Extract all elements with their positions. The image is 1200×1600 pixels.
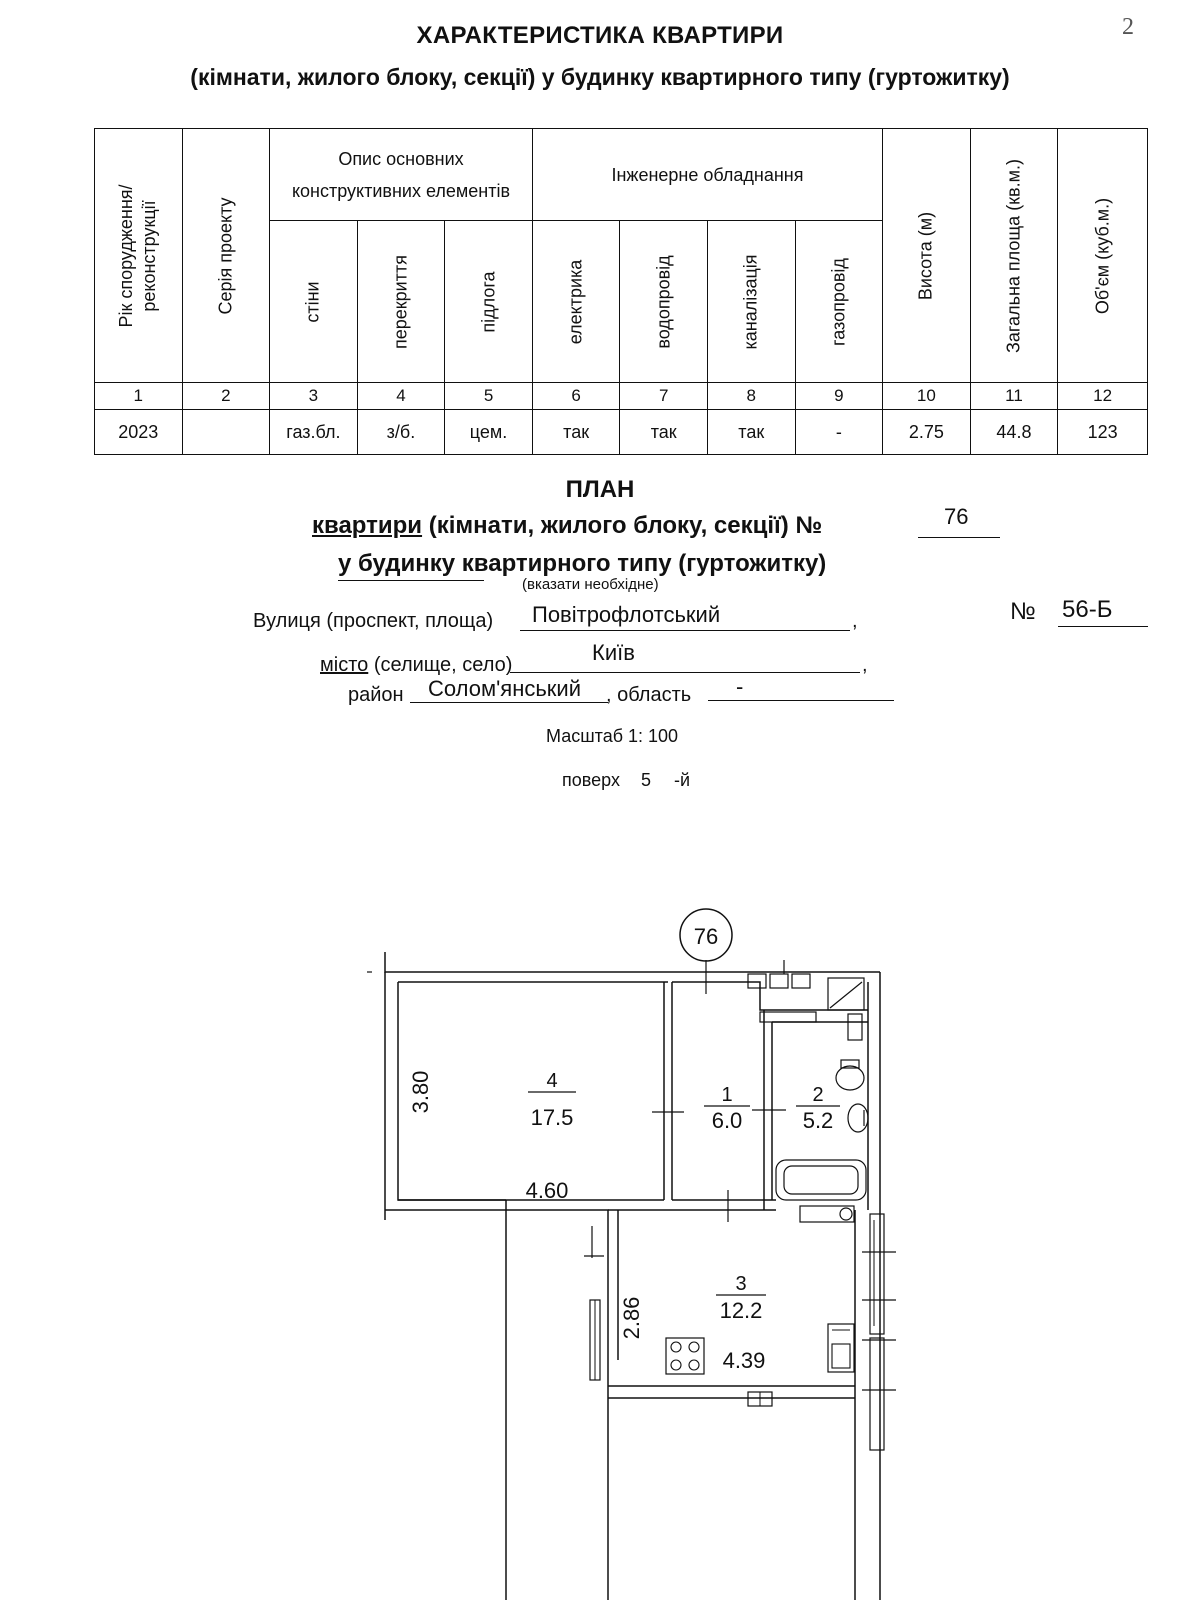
col-header-floor: підлога	[445, 221, 533, 383]
col-header-volume: Об'єм (куб.м.)	[1058, 129, 1148, 383]
city-value: Київ	[592, 640, 635, 665]
column-number: 12	[1058, 383, 1148, 410]
value-electricity: так	[532, 410, 620, 455]
group-header-construction: Опис основних конструктивних елементів	[270, 129, 533, 221]
region-value: -	[736, 674, 744, 699]
plan-line-2-note: (вказати необхідне)	[522, 576, 659, 593]
column-number: 11	[970, 383, 1058, 410]
room-1-area: 6.0	[711, 1108, 743, 1133]
floor-value: 5	[640, 770, 651, 790]
room-3-area: 12.2	[719, 1298, 763, 1323]
street-label: Вулиця (проспект, площа)	[253, 610, 494, 632]
value-height: 2.75	[883, 410, 971, 455]
floor-label: поверх	[562, 770, 620, 790]
plan-apartment-word: квартири	[312, 512, 423, 539]
city-label-rest: (селище, село)	[373, 654, 513, 676]
col-header-sewerage: каналізація	[707, 221, 795, 383]
col-header-series: Серія проекту	[182, 129, 270, 383]
column-number: 7	[620, 383, 708, 410]
col-header-electricity: електрика	[532, 221, 620, 383]
value-area: 44.8	[970, 410, 1058, 455]
room-4-width-dim: 4.60	[525, 1178, 569, 1203]
value-gas: -	[795, 410, 883, 455]
house-number: 56-Б	[1062, 596, 1113, 623]
column-number: 1	[95, 383, 183, 410]
region-label: , область	[606, 684, 692, 706]
room-2-area: 5.2	[802, 1108, 834, 1133]
column-number: 2	[182, 383, 270, 410]
column-number: 5	[445, 383, 533, 410]
col-header-ceilings: перекриття	[357, 221, 445, 383]
room-3-number: 3	[735, 1273, 747, 1295]
value-floor: цем.	[445, 410, 533, 455]
city-comma: ,	[862, 654, 868, 676]
house-label: №	[1010, 598, 1036, 625]
room-1-number: 1	[721, 1084, 733, 1106]
column-number: 8	[707, 383, 795, 410]
plan-line-1-rest: (кімнати, жилого блоку, секції) №	[428, 512, 823, 539]
value-year: 2023	[95, 410, 183, 455]
column-number: 4	[357, 383, 445, 410]
col-header-gas: газопровід	[795, 221, 883, 383]
room-4-number: 4	[546, 1070, 558, 1092]
scale-label: Масштаб 1: 100	[546, 726, 679, 746]
value-ceilings: з/б.	[357, 410, 445, 455]
col-header-water: водопровід	[620, 221, 708, 383]
col-header-walls: стіни	[270, 221, 358, 383]
document-title: ХАРАКТЕРИСТИКА КВАРТИРИ	[416, 22, 784, 49]
document-subtitle: (кімнати, жилого блоку, секції) у будинку квартирного типу (гуртожитку)	[190, 64, 1010, 90]
floor-suffix: -й	[673, 770, 691, 790]
value-sewerage: так	[707, 410, 795, 455]
street-comma: ,	[852, 610, 858, 632]
column-number: 10	[883, 383, 971, 410]
group-header-engineering: Інженерне обладнання	[532, 129, 882, 221]
value-volume: 123	[1058, 410, 1148, 455]
value-walls: газ.бл.	[270, 410, 358, 455]
city-label-word: місто	[320, 654, 369, 676]
apartment-number-value: 76	[944, 504, 969, 529]
street-value: Повітрофлотський	[532, 602, 721, 627]
column-number: 9	[795, 383, 883, 410]
district-label: район	[348, 684, 404, 706]
value-water: так	[620, 410, 708, 455]
col-header-area: Загальна площа (кв.м.)	[970, 129, 1058, 383]
room-2-number: 2	[812, 1084, 824, 1106]
room-3-width-dim: 4.39	[722, 1348, 766, 1373]
room-3-height-dim: 2.86	[619, 1296, 644, 1340]
room-4-area: 17.5	[530, 1105, 574, 1130]
plan-line-2: у будинку квартирного типу (гуртожитку)	[338, 550, 827, 577]
room-4-height-dim: 3.80	[408, 1070, 433, 1114]
apartment-marker-label: 76	[693, 924, 719, 949]
column-number: 3	[270, 383, 358, 410]
plan-title: ПЛАН	[565, 476, 635, 503]
col-header-height: Висота (м)	[883, 129, 971, 383]
col-header-year: Рік спорудження/ реконструкції	[95, 129, 183, 383]
column-number: 6	[532, 383, 620, 410]
page-number: 2	[1122, 14, 1134, 40]
district-value: Солом'янський	[428, 676, 582, 701]
